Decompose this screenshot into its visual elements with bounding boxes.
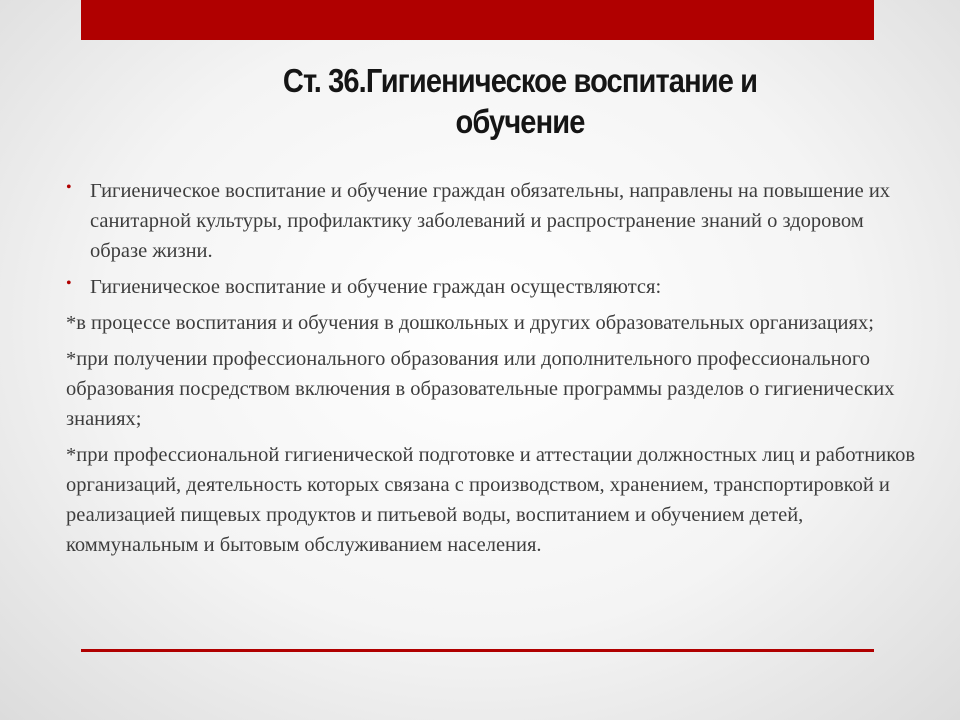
bullet-dot-icon: • xyxy=(66,179,72,196)
slide-body xyxy=(66,176,926,566)
bottom-divider xyxy=(81,649,874,652)
bullet-item xyxy=(66,272,926,302)
bullet-text: Гигиеническое воспитание и обучение граждан осуществляются: xyxy=(90,276,662,298)
bullet-text: Гигиеническое воспитание и обучение граждан обязательны, направлены на повышение их санитарной культуры, профилактику заболеваний и распространение знаний о здоровом образе жизни. xyxy=(90,180,891,262)
list-item: *при профессиональной гигиенической подготовке и аттестации должностных лиц и работников организаций, деятельность которых связана с производством, хранением, транспортировкой и реализацией пищевых продуктов и питьевой воды, воспитанием и обучением детей, коммунальным и бытовым обслуживанием населения. xyxy=(66,444,916,556)
title-line-2: обучение xyxy=(455,103,585,140)
bullet-dot-icon: • xyxy=(66,275,72,292)
top-accent-bar xyxy=(81,0,874,40)
bullet-item xyxy=(66,176,926,266)
list-item: *при получении профессионального образования или дополнительного профессионального образования посредством включения в образовательные программы разделов о гигиенических знаниях; xyxy=(66,348,895,430)
list-item: *в процессе воспитания и обучения в дошкольных и других образовательных организациях; xyxy=(66,312,874,334)
slide-title xyxy=(238,60,801,142)
title-line-1: Ст. 36.Гигиеническое воспитание и xyxy=(282,62,758,99)
